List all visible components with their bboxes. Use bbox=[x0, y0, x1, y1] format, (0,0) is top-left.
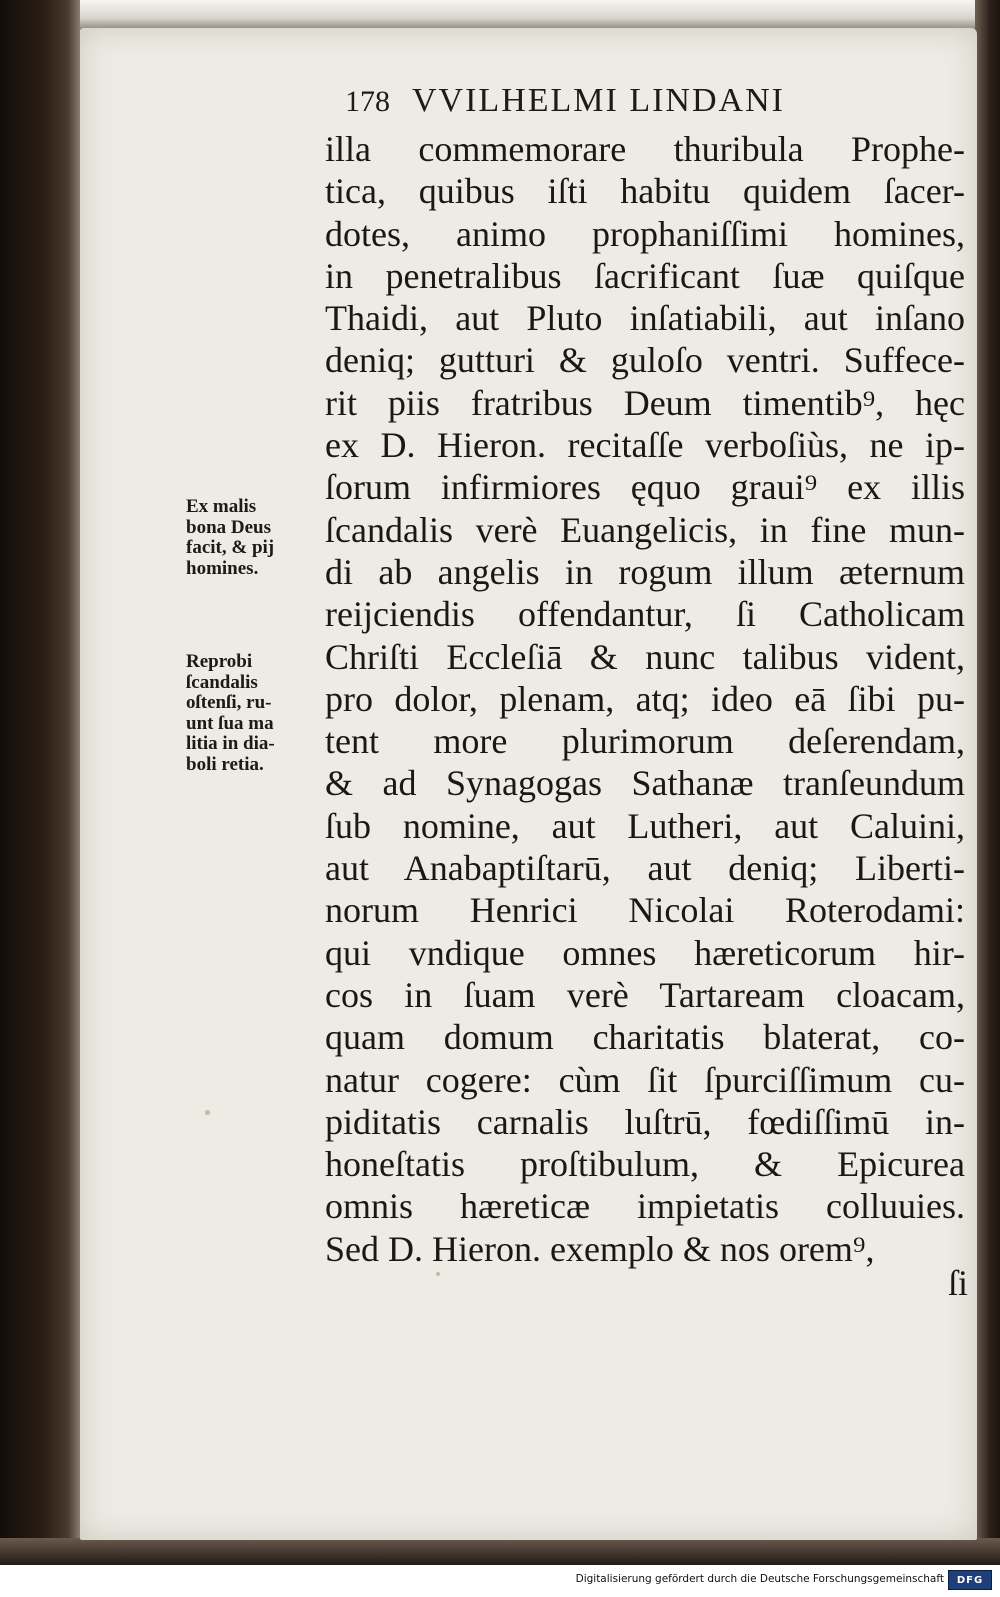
text-line: ſorum infirmiores ęquo graui⁹ ex illis bbox=[325, 467, 965, 508]
margin-note bbox=[186, 497, 324, 579]
book-edge-right bbox=[975, 0, 1000, 1565]
digitization-footer bbox=[0, 1565, 1000, 1597]
funding-credit: Digitalisierung gefördert durch die Deutsche Forschungsgemeinschaft bbox=[575, 1573, 944, 1585]
margin-note-line: bona Deus bbox=[186, 516, 271, 538]
running-title: VVILHELMI LINDANI bbox=[412, 82, 785, 119]
text-line: rit piis fratribus Deum timentib⁹, hęc bbox=[325, 382, 965, 423]
page-number: 178 bbox=[345, 85, 390, 118]
text-line: qui vndique omnes hæreticorum hir- bbox=[325, 932, 965, 973]
margin-note-line: facit, & pij bbox=[186, 537, 275, 558]
text-line: Sed D. Hieron. exemplo & nos orem⁹, bbox=[325, 1228, 875, 1269]
text-line: pro dolor, plenam, atq; ideo eā ſibi pu- bbox=[325, 678, 965, 719]
text-line: piditatis carnalis luſtrū, fœdiſſimū in- bbox=[325, 1101, 965, 1142]
text-line: omnis hæreticæ impietatis colluuies. bbox=[325, 1186, 965, 1227]
margin-note-line: Ex malis bbox=[186, 496, 257, 517]
book-edge-bottom bbox=[0, 1538, 1000, 1565]
margin-note-line: unt ſua ma bbox=[186, 712, 274, 734]
text-line: Thaidi, aut Pluto inſatiabili, aut inſano bbox=[325, 298, 965, 339]
text-line: tent more plurimorum deſerendam, bbox=[325, 721, 965, 762]
margin-note-line: Reprobi bbox=[186, 651, 253, 672]
dfg-logo: DFG bbox=[948, 1570, 992, 1590]
ink-speck bbox=[436, 1272, 440, 1276]
text-line: tica, quibus iſti habitu quidem ſacer- bbox=[325, 171, 965, 212]
text-line: reijciendis offendantur, ſi Catholicam bbox=[325, 594, 965, 635]
main-text-block bbox=[325, 128, 965, 1270]
book-edge-left bbox=[0, 0, 80, 1565]
text-line: dotes, animo prophaniſſimi homines, bbox=[325, 213, 965, 254]
text-line: Chriſti Eccleſiā & nunc talibus vident, bbox=[325, 636, 965, 677]
text-line: ſub nomine, aut Lutheri, aut Caluini, bbox=[325, 805, 965, 846]
text-line: aut Anabaptiſtarū, aut deniq; Liberti- bbox=[325, 848, 965, 889]
margin-note-line: homines. bbox=[186, 557, 259, 579]
ink-speck bbox=[205, 1110, 210, 1115]
text-line: quam domum charitatis blaterat, co- bbox=[325, 1017, 965, 1058]
text-line: natur cogere: cùm ſit ſpurciſſimum cu- bbox=[325, 1059, 965, 1100]
margin-note-line: ſcandalis bbox=[186, 671, 258, 693]
margin-note-line: litia in dia- bbox=[186, 733, 275, 754]
text-line: in penetralibus ſacrificant ſuæ quiſque bbox=[325, 255, 965, 296]
text-line: illa commemorare thuribula Prophe- bbox=[325, 129, 965, 169]
running-header bbox=[345, 82, 890, 132]
text-line: deniq; gutturi & guloſo ventri. Suffece- bbox=[325, 340, 965, 381]
text-line: norum Henrici Nicolai Roterodami: bbox=[325, 890, 965, 931]
text-line: ex D. Hieron. recitaſſe verboſiùs, ne ip- bbox=[325, 425, 965, 466]
text-line: cos in ſuam verè Tartaream cloacam, bbox=[325, 974, 965, 1015]
text-line: honeſtatis proſtibulum, & Epicurea bbox=[325, 1144, 965, 1185]
margin-note-line: oſtenſi, ru- bbox=[186, 692, 272, 713]
margin-note bbox=[186, 652, 324, 775]
catchword: ſi bbox=[947, 1263, 968, 1303]
text-line: di ab angelis in rogum illum æternum bbox=[325, 551, 965, 592]
book-edge-top bbox=[0, 0, 1000, 30]
text-line: & ad Synagogas Sathanæ tranſeundum bbox=[325, 763, 965, 804]
text-line: ſcandalis verè Euangelicis, in fine mun- bbox=[325, 509, 965, 550]
margin-note-line: boli retia. bbox=[186, 753, 264, 775]
